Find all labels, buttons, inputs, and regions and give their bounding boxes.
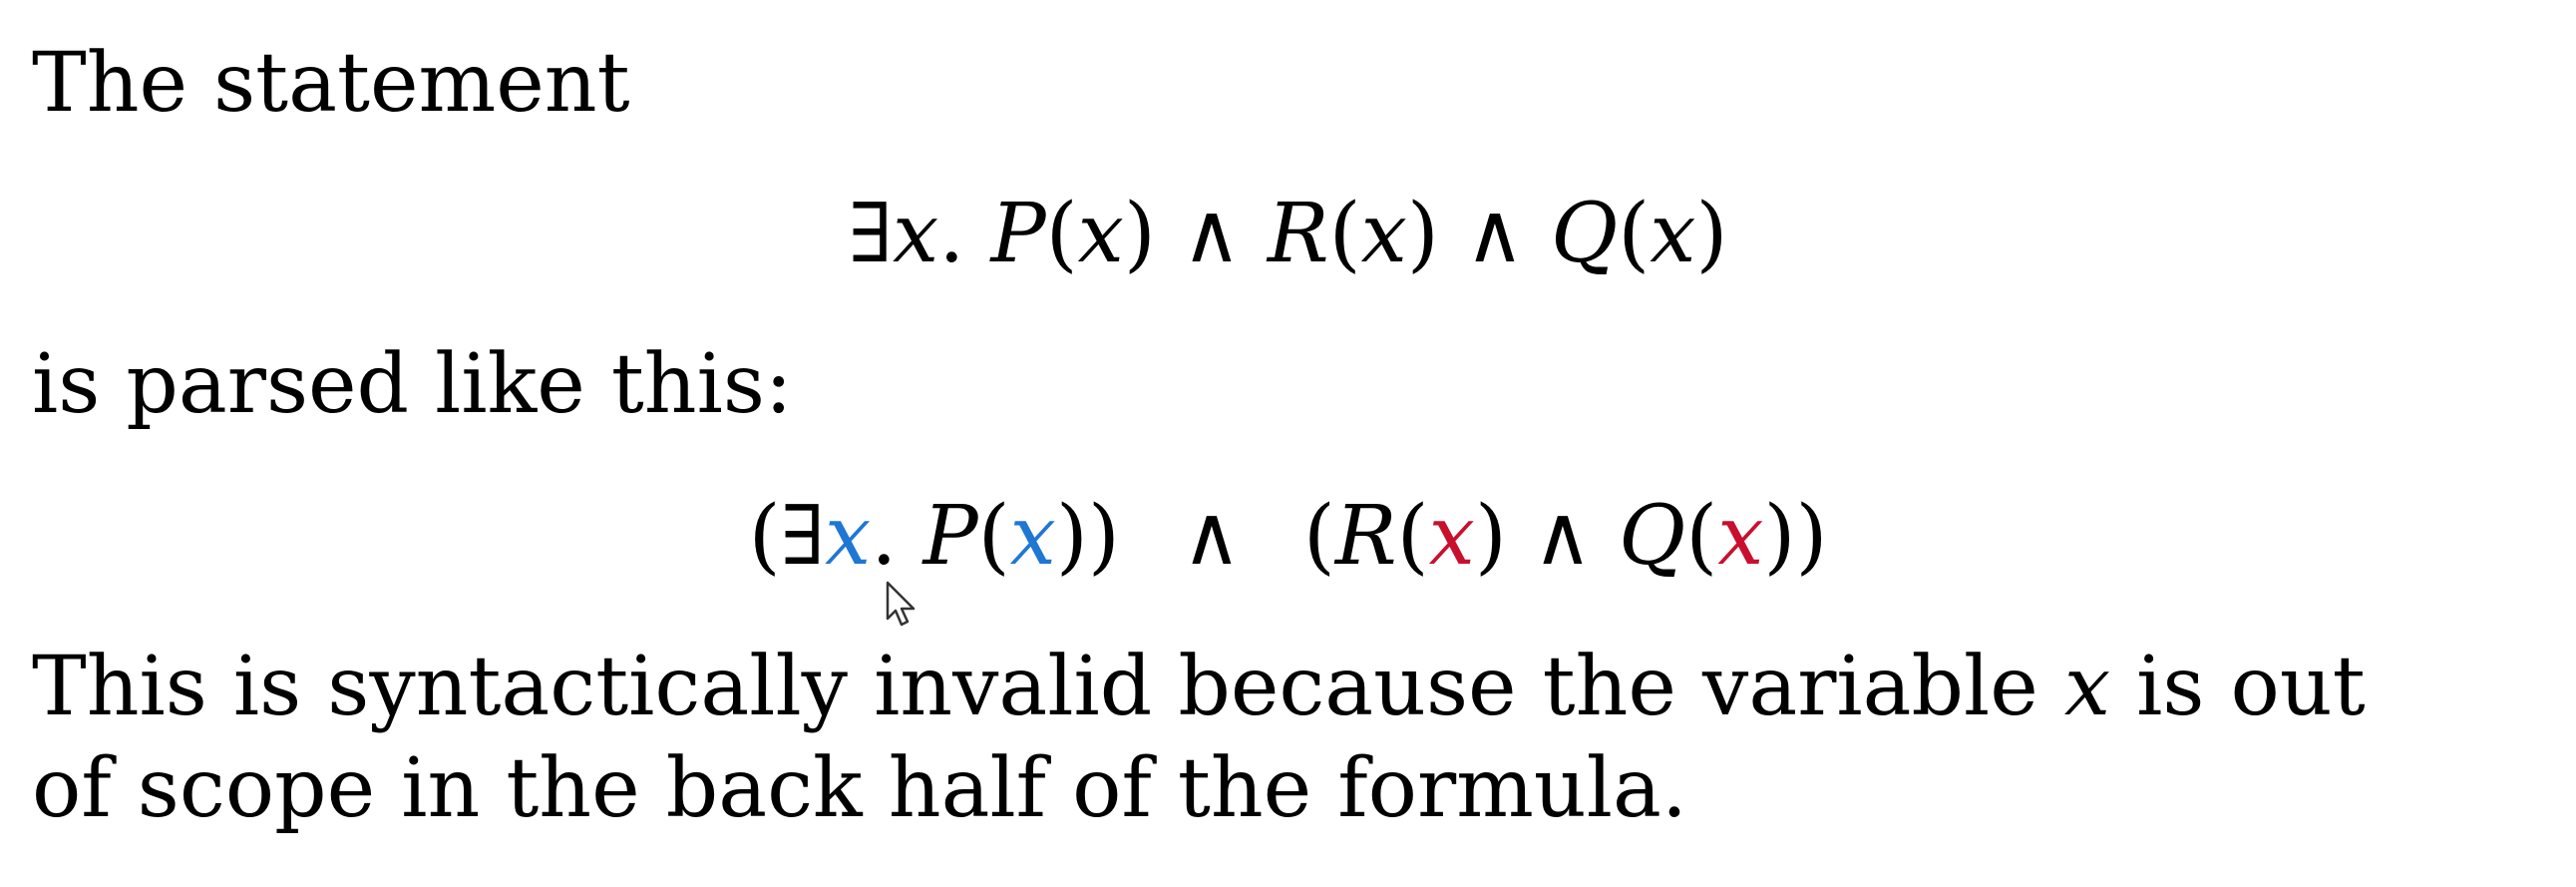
paren-open: ( (1396, 489, 1429, 584)
and-symbol: ∧ (1464, 187, 1525, 281)
conclusion-text (32, 637, 2366, 840)
predicate-r: R (1334, 489, 1397, 584)
formula-original (0, 185, 2576, 284)
bound-variable-x: x (1009, 489, 1056, 584)
mouse-pointer-icon (886, 581, 920, 631)
paren-open: ( (1685, 489, 1718, 584)
conclusion-line2: of scope in the back half of the formula. (32, 741, 1687, 836)
predicate-p: P (990, 187, 1046, 281)
conclusion-line1-end: is out (2110, 640, 2366, 734)
dot: . (938, 187, 965, 281)
intro-text: The statement (32, 36, 630, 131)
paren-open: ( (1045, 187, 1078, 281)
paren-close: ) (1087, 489, 1120, 584)
paren-close: ) (1795, 489, 1828, 584)
exists-symbol: ∃ (848, 187, 894, 281)
paren-close: ) (1055, 489, 1088, 584)
exists-symbol: ∃ (780, 489, 826, 584)
bound-variable-x: x (825, 489, 872, 584)
conclusion-line1-start: This is syntactically invalid because the variable (32, 640, 2064, 734)
and-symbol: ∧ (1181, 187, 1242, 281)
middle-text: is parsed like this: (32, 337, 793, 432)
paren-open: ( (748, 489, 781, 584)
free-variable-x: x (1717, 489, 1764, 584)
predicate-q: Q (1618, 489, 1686, 584)
predicate-r: R (1267, 187, 1329, 281)
paren-close: ) (1474, 489, 1507, 584)
dot: . (871, 489, 898, 584)
variable-x: x (1360, 187, 1407, 281)
predicate-p: P (922, 489, 978, 584)
and-symbol: ∧ (1532, 489, 1593, 584)
and-symbol: ∧ (1181, 489, 1242, 584)
variable-x: x (1077, 187, 1124, 281)
paren-close: ) (1695, 187, 1728, 281)
predicate-q: Q (1550, 187, 1619, 281)
free-variable-x: x (1428, 489, 1475, 584)
paren-close: ) (1763, 489, 1796, 584)
paren-close: ) (1123, 187, 1156, 281)
paren-open: ( (1618, 187, 1651, 281)
variable-x: x (1650, 187, 1696, 281)
formula-parsed (0, 487, 2576, 587)
variable-x: x (893, 187, 939, 281)
conclusion-variable-x: x (2063, 640, 2111, 734)
paren-open: ( (977, 489, 1010, 584)
paren-close: ) (1406, 187, 1439, 281)
paren-open: ( (1328, 187, 1361, 281)
paren-open: ( (1302, 489, 1335, 584)
